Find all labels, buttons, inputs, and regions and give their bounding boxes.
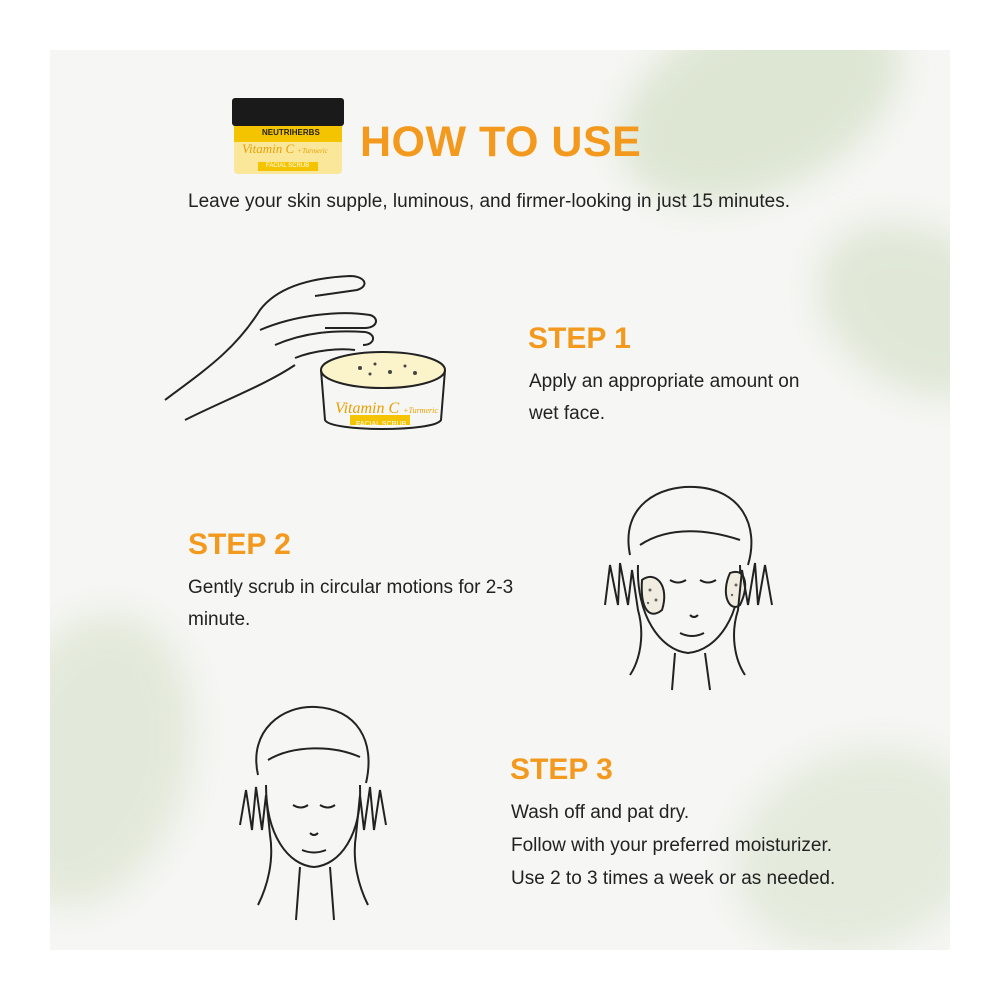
step-3-line: Wash off and pat dry.: [511, 802, 690, 823]
page-title: HOW TO USE: [360, 118, 642, 166]
step-2-title: STEP 2: [188, 528, 291, 561]
jar-product-type: FACIAL SCRUB: [266, 163, 310, 169]
jar-product-suffix: +Turmeric: [297, 147, 328, 155]
step-1-title: STEP 1: [528, 322, 631, 355]
page-subtitle: Leave your skin supple, luminous, and firmer-looking in just 15 minutes.: [188, 191, 790, 212]
background-leaf: [50, 589, 225, 931]
step-2-line: Gently scrub in circular motions for 2-3: [188, 577, 514, 598]
jar-brand-label: NEUTRIHERBS: [262, 128, 320, 137]
step-1-line: Apply an appropriate amount on: [529, 371, 800, 392]
step-3-line: Follow with your preferred moisturizer.: [511, 835, 832, 856]
step-2-text: [188, 572, 513, 636]
step-1-text: [529, 366, 799, 430]
step-3-title: STEP 3: [510, 753, 613, 786]
jar-product-type-step1: FACIAL SCRUB: [356, 421, 407, 428]
jar-product-name-text: Vitamin C: [335, 400, 400, 417]
face-rinsing-icon: [238, 705, 388, 920]
step-3-text: [511, 796, 835, 895]
jar-product-suffix: +Turmeric: [403, 406, 438, 415]
step-3-line: Use 2 to 3 times a week or as needed.: [511, 868, 836, 889]
face-scrubbing-icon: [600, 485, 775, 690]
jar-product-name-text: Vitamin C: [242, 141, 295, 156]
step-1-line: wet face.: [529, 403, 606, 424]
jar-product-name: [242, 141, 328, 157]
step-2-line: minute.: [188, 609, 251, 630]
jar-product-name-step1: [335, 400, 438, 418]
background-leaf: [785, 186, 950, 435]
